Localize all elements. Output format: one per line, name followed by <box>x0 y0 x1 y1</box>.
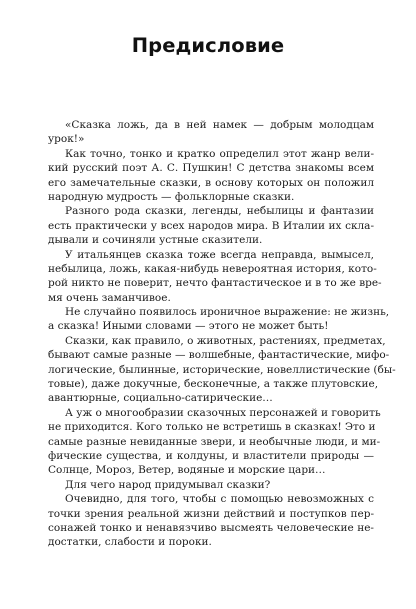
text-line: авантюрные, социально-сатирические… <box>48 392 273 405</box>
text-line: мя очень заманчивое. <box>48 291 171 304</box>
text-line: сонажей тонко и ненавязчиво высмеять человеческие не- <box>48 521 374 534</box>
text-line: рой никто не поверит, нечто фантастическое и в то же вре- <box>48 277 382 290</box>
text-line: а сказка! Иными словами — этого не может быть! <box>48 320 329 333</box>
text-line: Для чего народ придумывал сказки? <box>65 478 271 491</box>
text-line: «Сказка ложь, да в ней намек — добрым молодцам <box>65 119 374 131</box>
paragraph <box>48 492 374 550</box>
paragraph <box>48 118 374 147</box>
text-line: фические существа, и колдуны, и властители природы — <box>48 449 374 462</box>
text-line: народную мудрость — фольклорные сказки. <box>48 190 295 203</box>
text-line: есть практически у всех народов мира. В Италии их скла- <box>48 219 374 232</box>
text-line: дывали и сочиняли устные сказители. <box>48 234 263 247</box>
paragraph <box>48 204 374 247</box>
text-line: Солнце, Мороз, Ветер, водяные и морские цари… <box>48 464 326 477</box>
text-line: не приходится. Кого только не встретишь в сказках! Это и <box>48 421 376 434</box>
text-line: небылица, ложь, какая-нибудь невероятная история, кото- <box>48 262 377 275</box>
paragraph <box>48 305 390 334</box>
paragraph <box>48 478 374 492</box>
paragraph <box>48 334 396 406</box>
text-line: бывают самые разные — волшебные, фантастические, мифо- <box>48 349 390 362</box>
text-line: самые разные невиданные звери, и необычные люди, и ми- <box>48 435 381 448</box>
text-line: его замечательные сказки, в основу которых он положил <box>48 176 374 189</box>
text-line: У итальянцев сказка тоже всегда неправда, вымысел, <box>65 248 374 261</box>
text-line: товые), даже докучные, бесконечные, а также плутовские, <box>48 378 379 391</box>
text-line: логические, былинные, исторические, новеллистические (бы- <box>48 363 396 376</box>
text-line: точки зрения реальной жизни действий и поступков пер- <box>48 507 374 520</box>
paragraph <box>48 406 381 478</box>
text-line: Сказки, как правило, о животных, растениях, предметах, <box>65 334 386 347</box>
text-line: достатки, слабости и пороки. <box>48 536 212 549</box>
paragraph <box>48 248 382 306</box>
text-line: А уж о многообразии сказочных персонажей и говорить <box>65 406 381 419</box>
paragraph <box>48 147 374 205</box>
text-line: Разного рода сказки, легенды, небылицы и фантазии <box>65 205 374 218</box>
text-line: Как точно, тонко и кратко определил этот жанр вели- <box>65 147 374 160</box>
text-line: Не случайно появилось ироничное выражение: не жизнь, <box>65 306 390 319</box>
text-line: урок!» <box>48 133 85 146</box>
text-line: кий русский поэт А. С. Пушкин! С детства знакомы всем <box>48 162 374 175</box>
preface-text <box>48 118 396 550</box>
text-line: Очевидно, для того, чтобы с помощью невозможных с <box>65 493 374 506</box>
page-title: Предисловие <box>131 34 285 57</box>
